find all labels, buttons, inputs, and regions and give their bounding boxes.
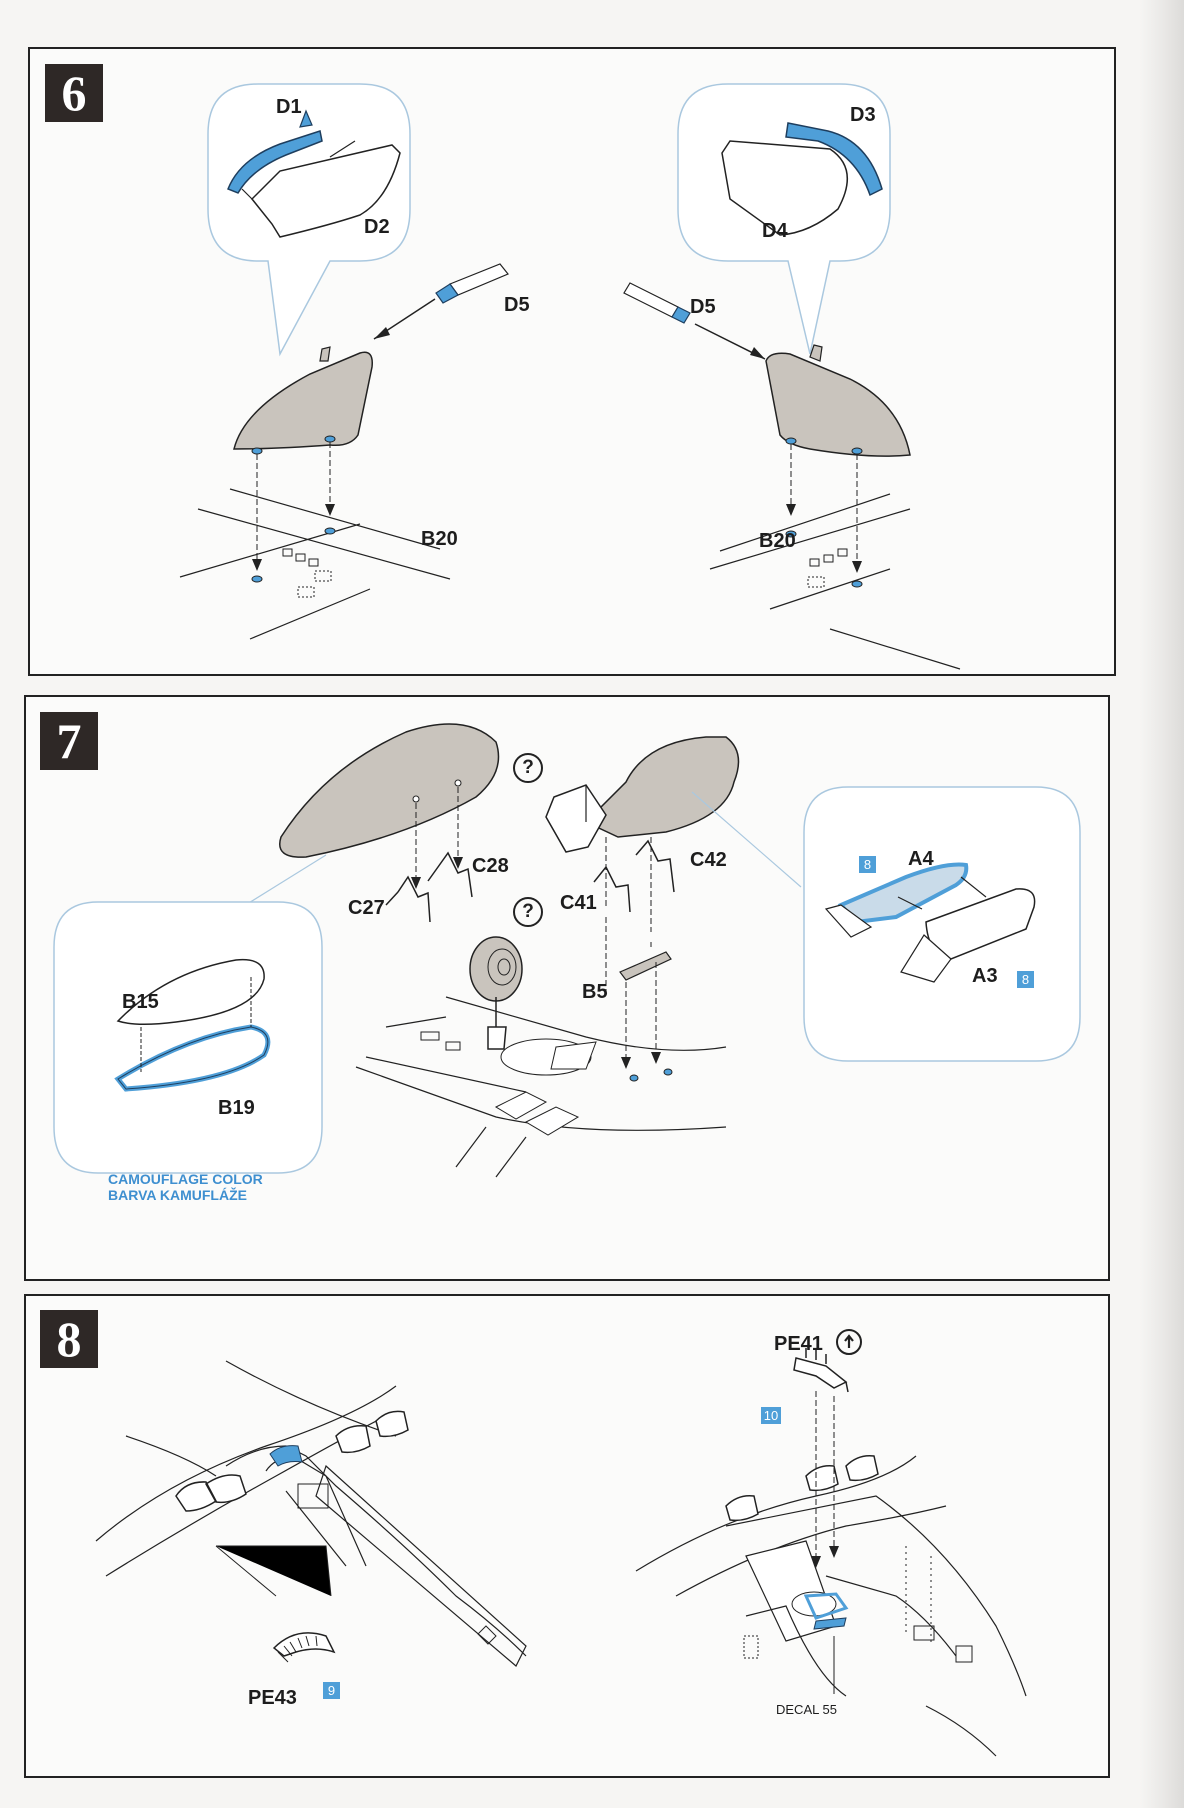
label-d2: D2 [364, 216, 390, 238]
pe43-highlight [270, 1446, 302, 1466]
step-6-panel [28, 47, 1116, 676]
pe43-part [274, 1633, 334, 1656]
label-a3: A3 [972, 965, 998, 987]
step-8-panel [24, 1294, 1110, 1778]
pe41-part [794, 1358, 846, 1388]
label-pe43: PE43 [248, 1687, 297, 1709]
label-c42: C42 [690, 849, 727, 871]
label-b5: B5 [582, 981, 608, 1003]
label-d5-right: D5 [690, 296, 716, 318]
label-b20-left: B20 [421, 528, 458, 550]
label-b20-right: B20 [759, 530, 796, 552]
arrow-up-circle-icon [836, 1329, 862, 1355]
label-c41: C41 [560, 892, 597, 914]
label-a4: A4 [908, 848, 934, 870]
badge-pe43: 9 [323, 1682, 340, 1699]
badge-pe41: 10 [761, 1407, 781, 1424]
fin-part [280, 724, 499, 857]
label-d1: D1 [276, 96, 302, 118]
camouflage-line-1: CAMOUFLAGE COLOR [108, 1171, 263, 1187]
step-8-number: 8 [40, 1310, 98, 1368]
camouflage-line-2: BARVA KAMUFLÁŽE [108, 1187, 247, 1204]
camouflage-note [108, 1171, 263, 1203]
step-7-number: 7 [40, 712, 98, 770]
step-6-number: 6 [45, 64, 103, 122]
step-7-panel [24, 695, 1110, 1281]
label-b19: B19 [218, 1097, 255, 1119]
page-edge-shadow [1140, 0, 1184, 1808]
step-8-drawing [26, 1296, 1112, 1780]
label-b15: B15 [122, 991, 159, 1013]
label-c27: C27 [348, 897, 385, 919]
label-decal-55: DECAL 55 [776, 1702, 837, 1717]
badge-a3: 8 [1017, 971, 1034, 988]
label-c28: C28 [472, 855, 509, 877]
bomb-part [586, 737, 739, 837]
label-d4: D4 [762, 220, 788, 242]
question-mark-icon: ? [513, 753, 543, 783]
bomb-tail-part [546, 785, 606, 852]
label-d3: D3 [850, 104, 876, 126]
label-d5-left: D5 [504, 294, 530, 316]
label-pe41: PE41 [774, 1333, 823, 1355]
left-stabilizer-part [234, 352, 372, 449]
step-6-drawing [30, 49, 1118, 678]
question-mark-icon: ? [513, 897, 543, 927]
badge-a4: 8 [859, 856, 876, 873]
